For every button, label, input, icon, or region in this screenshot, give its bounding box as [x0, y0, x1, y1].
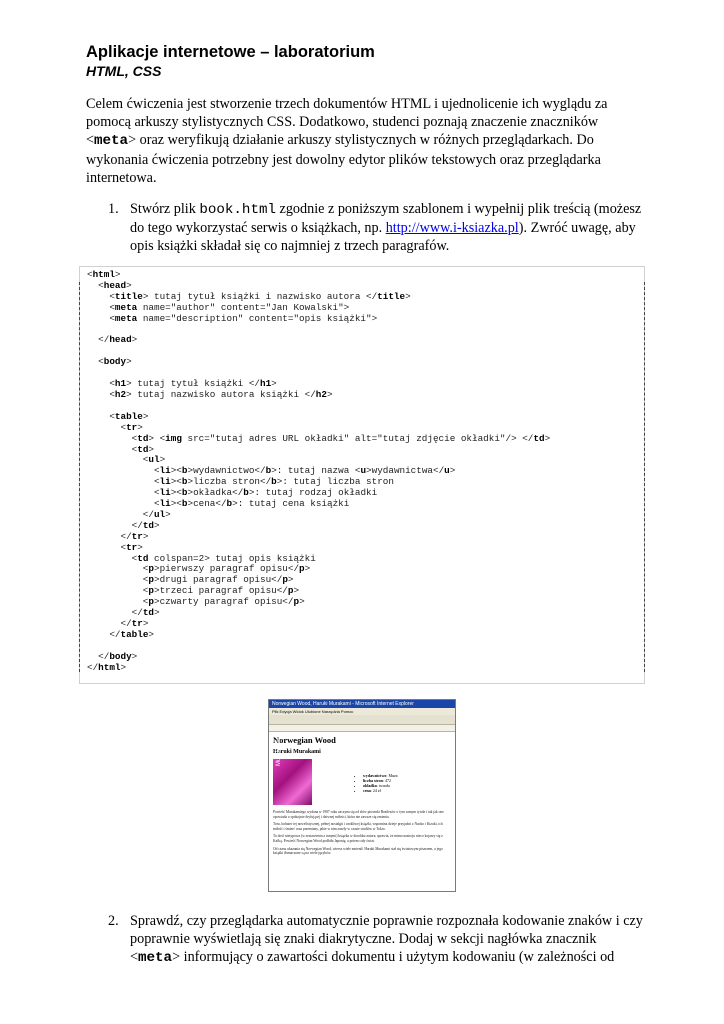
code-text: <: [142, 574, 149, 586]
code-tag: td: [533, 432, 545, 444]
book-detail-label: cena: [363, 788, 371, 793]
code-text: >: [304, 563, 311, 575]
code-tag: meta: [114, 301, 138, 313]
menu-bar: Plik Edycja Widok Ulubione Narzędzia Pomoc: [269, 708, 455, 715]
code-text: ><: [170, 487, 182, 499]
code-line: [87, 520, 160, 531]
code-tag: ul: [153, 508, 166, 520]
meta-tag-name: meta: [94, 133, 129, 150]
code-tag: td: [137, 443, 149, 455]
code-text: </: [109, 628, 121, 640]
code-text: > tutaj tytuł książki i nazwisko autora </: [142, 290, 378, 302]
code-text: <: [98, 279, 104, 291]
code-tag: table: [114, 410, 143, 422]
code-tag: h1: [260, 378, 272, 390]
code-text: [87, 378, 109, 389]
code-text: [87, 454, 143, 465]
page-content: [269, 732, 455, 891]
code-text: [87, 444, 132, 455]
code-text: [87, 509, 143, 520]
description-paragraph: Toru, bohater tej nowelistycznej, pełnej nostalgii i urokliwej książki, wspomina dzieje przyjaźni z Naoko i Kizuki, ich miłość i śmierć oraz przemiany, jakie w nim zaszły w czasie studiów w Tokio.: [273, 822, 443, 831]
code-tag: li: [159, 487, 171, 499]
code-line: [87, 444, 154, 455]
code-text: <: [109, 410, 115, 422]
code-text: [87, 520, 132, 531]
code-text: </: [131, 519, 143, 531]
code-text: </: [142, 508, 154, 520]
code-text: [87, 618, 120, 629]
code-text: [87, 629, 109, 640]
book-details-list: [357, 773, 398, 793]
code-tag: td: [142, 607, 154, 619]
code-line: [87, 476, 394, 487]
code-text: > tutaj nazwisko autora książki </: [126, 388, 316, 400]
code-text: src="tutaj adres URL okładki" alt="tutaj zdjęcie okładki"/> </: [181, 432, 534, 444]
code-line: [87, 433, 550, 444]
code-line: [87, 422, 143, 433]
code-text: <: [142, 596, 149, 608]
code-text: [87, 291, 109, 302]
code-text: [87, 596, 143, 607]
code-text: [87, 313, 109, 324]
code-line: [87, 629, 154, 640]
book-detail-value: : 24 zł: [370, 788, 381, 793]
code-line: [87, 498, 349, 509]
document-title: Aplikacje internetowe – laboratorium: [86, 43, 375, 61]
code-text: >: [142, 530, 149, 542]
code-tag: head: [109, 334, 132, 346]
code-line: [87, 465, 455, 476]
code-tag: li: [159, 476, 171, 488]
code-line: [87, 454, 165, 465]
intro-paragraph: [86, 95, 646, 187]
code-tag: table: [120, 628, 149, 640]
html-template-code: [87, 270, 550, 674]
code-text: >wydawnictwa</: [366, 465, 445, 477]
code-tag: p: [148, 563, 154, 575]
task-number: 2.: [108, 913, 119, 929]
code-line: [87, 269, 121, 280]
browser-screenshot: [268, 699, 456, 892]
code-text: >: [449, 465, 456, 477]
code-text: >: tutaj cena książki: [232, 498, 350, 510]
code-tag: head: [103, 279, 127, 291]
code-text: </: [87, 661, 99, 673]
book-detail-label: okładka: [363, 783, 377, 788]
code-line: [87, 607, 160, 618]
code-text: <: [109, 388, 115, 400]
code-text: <: [153, 498, 160, 510]
description-paragraph: Od czasu ukazania się Norwegian Wood, wiersz wiele zmienił. Haruki Murakami stał się światowym pisarzem, a jego książki tłumaczone są na wiele języków.: [273, 846, 443, 856]
code-tag: html: [92, 269, 115, 280]
code-text: [87, 302, 109, 313]
code-text: [87, 433, 132, 444]
code-line: [87, 487, 377, 498]
code-text: [87, 563, 143, 574]
book-detail-value: : 472: [382, 778, 391, 783]
code-line: [87, 574, 294, 585]
task-text-part: Stwórz plik: [130, 201, 200, 217]
code-text: [87, 334, 98, 345]
code-tag: h1: [114, 378, 127, 390]
code-line: [87, 291, 411, 302]
code-tag: p: [148, 585, 154, 597]
code-text: <: [109, 378, 115, 390]
code-text: >: [293, 585, 300, 597]
code-text: <: [120, 541, 127, 553]
code-text: >pierwszy paragraf opisu</: [153, 563, 300, 575]
meta-tag-name: meta: [138, 950, 173, 967]
code-tag: p: [148, 574, 154, 586]
task-number: 1.: [108, 201, 119, 217]
code-line: [87, 651, 137, 662]
code-text: >: [126, 279, 132, 291]
code-tag: td: [142, 519, 154, 531]
code-text: ><: [170, 465, 182, 477]
filename: book.html: [199, 202, 276, 218]
code-line: [87, 542, 143, 553]
code-line: [87, 378, 277, 389]
task-text: [130, 912, 648, 968]
code-text: >: [137, 541, 143, 553]
code-text: > tutaj tytuł książki </: [126, 378, 260, 390]
code-text: <: [109, 290, 115, 302]
code-line: [87, 553, 316, 564]
code-text: >: [405, 290, 411, 302]
code-text: ><: [170, 498, 182, 510]
book-detail-label: wydawnictwo: [363, 773, 387, 778]
code-text: >cena</: [187, 498, 227, 510]
code-line: [87, 389, 333, 400]
code-text: >okładka</: [187, 487, 244, 499]
code-tag: b: [226, 498, 233, 510]
code-text: >: [165, 508, 171, 520]
code-text: </: [120, 530, 132, 542]
code-tag: title: [377, 290, 406, 302]
code-text: <: [142, 563, 149, 575]
window-title-bar: Norwegian Wood, Haruki Murakami - Microsoft Internet Explorer: [269, 700, 455, 708]
code-text: >: tutaj liczba stron: [276, 476, 394, 488]
code-line: [87, 334, 137, 345]
code-text: ><: [170, 476, 182, 488]
address-bar: [269, 725, 455, 732]
code-text: >: [148, 443, 154, 455]
book-detail-label: liczba stron: [363, 778, 383, 783]
book-detail-item: [363, 788, 398, 793]
code-tag: b: [181, 465, 188, 477]
book-detail-value: : Muza: [386, 773, 398, 778]
code-text: <: [131, 443, 138, 455]
code-text: <: [131, 432, 138, 444]
code-text: >: [142, 410, 149, 422]
code-tag: tr: [131, 618, 143, 629]
code-tag: p: [293, 596, 300, 608]
intro-text-2: > oraz weryfikują działanie arkuszy stylistycznych w różnych przeglądarkach. Do wykonania ćwiczenia potrzebny jest dowolny edytor plików tekstowych oraz przeglądarka internetowa.: [86, 132, 601, 186]
code-text: [87, 487, 154, 498]
ksiazka-link[interactable]: http://www.i-ksiazka.pl: [385, 220, 519, 237]
code-tag: body: [109, 650, 132, 662]
code-tag: u: [444, 465, 450, 477]
code-tag: p: [148, 596, 154, 608]
code-line: [87, 313, 377, 324]
code-tag: b: [243, 487, 249, 499]
code-text: >: [271, 378, 277, 390]
code-text: >: [142, 618, 149, 629]
code-tag: img: [165, 432, 182, 444]
code-line: [87, 509, 171, 520]
code-tag: title: [114, 290, 143, 302]
code-text: >: [126, 356, 132, 368]
book-description: [273, 810, 451, 856]
code-tag: html: [98, 661, 121, 673]
code-text: [87, 607, 132, 618]
description-paragraph: Powieść Murakamiego wydana w 1987 roku zaczyna się od słów piosenki Beatlesów o tym samym tytule i tak jak one opowiada o spokojnie dryfującej i dziwnej miłości, która nie zawsze się zmienia.: [273, 810, 444, 819]
code-text: >: tutaj rodzaj okładki: [248, 487, 378, 499]
code-text: >wydawnictwo</: [187, 465, 266, 477]
code-text: <: [153, 487, 160, 499]
code-text: >: [131, 650, 138, 662]
code-text: [87, 465, 154, 476]
code-text: [87, 476, 154, 487]
code-tag: tr: [126, 541, 138, 553]
code-tag: b: [271, 476, 277, 488]
code-tag: p: [287, 585, 294, 597]
code-line: [87, 302, 349, 313]
code-text: >: [544, 432, 551, 444]
code-text: <: [153, 476, 160, 488]
code-text: [87, 356, 98, 367]
cover-text: Murakami: [276, 739, 282, 766]
code-margin-right: [644, 282, 646, 672]
code-text: >: [287, 574, 294, 586]
code-text: <: [131, 552, 138, 564]
description-paragraph: To dość nietypowa (w zestawieniu z innymi) książka w dorobku autora, sprawia, że mimo nastroju nieco kojarzy się z Kafką. Powieść Norwegian Wood podbiła Japonię, a potem cały świat.: [273, 834, 443, 843]
code-text: [87, 553, 132, 564]
task-item-2: [108, 912, 648, 968]
code-text: >: [326, 388, 333, 400]
code-text: > <: [148, 432, 166, 444]
code-text: [87, 531, 120, 542]
code-text: <: [98, 356, 104, 368]
code-text: [87, 280, 98, 291]
task-item-1: [108, 200, 648, 256]
code-text: [87, 389, 109, 400]
code-tag: b: [181, 498, 188, 510]
code-text: name="description" content="opis książki">: [137, 312, 378, 324]
code-line: [87, 596, 305, 607]
code-text: >: [153, 519, 160, 531]
book-detail-value: : twarda: [376, 783, 390, 788]
intro-text-1: Celem ćwiczenia jest stworzenie trzech dokumentów HTML i ujednolicenie ich wyglądu za pomocą arkuszy stylistycznych CSS. Dodatkowo, studenci poznają znaczenie znaczników <: [86, 96, 608, 149]
code-tag: tr: [131, 530, 143, 542]
code-text: <: [87, 269, 93, 280]
task-text: [130, 200, 648, 256]
code-line: [87, 618, 148, 629]
code-text: >: [114, 269, 121, 280]
code-text: </: [120, 618, 132, 629]
code-text: [87, 585, 143, 596]
code-text: <: [153, 465, 160, 477]
code-tag: meta: [114, 312, 138, 324]
code-text: <: [109, 312, 115, 324]
code-text: colspan=2> tutaj opis książki: [148, 552, 316, 564]
code-text: <: [142, 454, 149, 466]
book-author: Haruki Murakami: [273, 749, 321, 755]
code-tag: ul: [148, 454, 160, 466]
task-text-part: ). Zwróć uwagę, aby opis książki składał się co najmniej z trzech paragrafów.: [130, 220, 636, 255]
code-tag: li: [159, 498, 171, 510]
code-text: [87, 498, 154, 509]
code-text: >trzeci paragraf opisu</: [153, 585, 288, 597]
code-text: </: [131, 607, 143, 619]
code-tag: h2: [315, 388, 327, 400]
code-text: [87, 574, 143, 585]
code-text: >: [131, 334, 138, 346]
code-text: <: [109, 301, 115, 313]
code-text: >drugi paragraf opisu</: [153, 574, 283, 586]
document-subtitle: HTML, CSS: [86, 63, 162, 79]
toolbar: [269, 715, 455, 725]
task-text-part: Sprawdź, czy przeglądarka automatycznie poprawnie rozpoznała kodowanie znaków i czy poprawnie wyświetlają się znaki diakrytyczne. Dodaj w sekcji nagłówka znacznik <: [130, 913, 643, 966]
code-tag: b: [265, 465, 272, 477]
code-text: name="author" content="Jan Kowalski">: [137, 301, 350, 313]
code-text: <: [120, 421, 127, 433]
code-tag: p: [299, 563, 305, 575]
task-text-part: > informujący o zawartości dokumentu i użytym kodowaniu (w zależności od: [172, 949, 615, 966]
code-line: [87, 280, 132, 291]
task-text-part: zgodnie z poniższym szablonem i wypełnij plik treścią (możesz do tego wykorzystać serwis o książkach, np.: [130, 201, 642, 237]
code-tag: b: [181, 476, 188, 488]
code-tag: td: [137, 552, 149, 564]
code-text: >czwarty paragraf opisu</: [153, 596, 294, 608]
code-text: >: [159, 454, 166, 466]
code-tag: li: [159, 465, 171, 477]
code-text: [87, 542, 120, 553]
code-tag: td: [137, 432, 149, 444]
code-text: >: [299, 596, 305, 608]
code-line: [87, 356, 132, 367]
code-text: >: [137, 421, 143, 433]
code-tag: body: [103, 356, 127, 368]
code-line: [87, 662, 126, 673]
code-text: [87, 651, 98, 662]
code-text: >: [120, 661, 127, 673]
code-line: [87, 585, 299, 596]
code-text: >: [153, 607, 160, 619]
code-tag: tr: [126, 421, 138, 433]
code-margin-left: [79, 282, 81, 672]
code-text: >: [148, 628, 154, 640]
book-title: Norwegian Wood: [273, 735, 336, 745]
code-tag: h2: [114, 388, 127, 400]
code-text: [87, 411, 109, 422]
code-text: <: [142, 585, 149, 597]
code-text: [87, 422, 120, 433]
code-text: </: [98, 334, 110, 346]
code-line: [87, 531, 148, 542]
code-text: </: [98, 650, 110, 662]
code-tag: u: [360, 465, 367, 477]
code-line: [87, 563, 310, 574]
code-tag: b: [181, 487, 188, 499]
code-text: >: tutaj nazwa <: [271, 465, 361, 477]
code-text: >liczba stron</: [187, 476, 272, 488]
code-tag: p: [282, 574, 288, 586]
code-line: [87, 411, 148, 422]
